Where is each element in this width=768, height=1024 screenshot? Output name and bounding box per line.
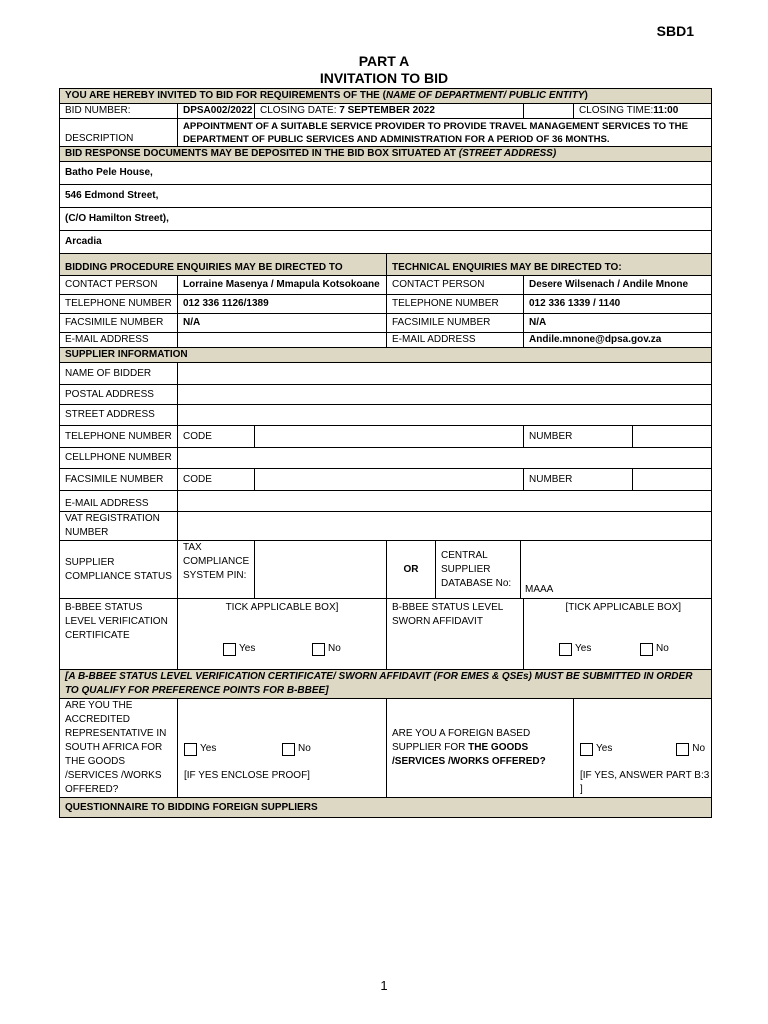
no-label: No: [656, 643, 669, 654]
yes-label: Yes: [239, 643, 256, 654]
cellphone-field[interactable]: [178, 448, 712, 469]
checkbox-icon[interactable]: [559, 643, 572, 656]
representative-question: ARE YOU THE ACCREDITED REPRESENTATIVE IN SOUTH AFRICA FOR THE GOODS /SERVICES /WORKS OFFERED?: [60, 699, 178, 798]
technical-telephone: 012 336 1339 / 1140: [524, 295, 712, 314]
telephone-label-2: TELEPHONE NUMBER: [387, 295, 524, 314]
fax-number-field[interactable]: [633, 469, 712, 491]
street-address-field[interactable]: [178, 405, 712, 426]
bbbee-affidavit-label: B-BBEE STATUS LEVEL SWORN AFFIDAVIT: [387, 599, 524, 670]
telephone-number-label: NUMBER: [524, 426, 633, 448]
certificate-yes-option[interactable]: [223, 642, 255, 656]
enquiries-header-row: [60, 254, 712, 276]
description-label: DESCRIPTION: [60, 119, 178, 147]
representative-yes-option[interactable]: [184, 742, 216, 756]
address-line-3: (C/O Hamilton Street),: [60, 208, 712, 231]
supplier-telephone-label: TELEPHONE NUMBER: [60, 426, 178, 448]
foreign-question: ARE YOU A FOREIGN BASED SUPPLIER FOR THE GOODS /SERVICES /WORKS OFFERED?: [387, 699, 574, 798]
checkbox-icon[interactable]: [676, 743, 689, 756]
technical-fax: N/A: [524, 314, 712, 333]
fax-code-field[interactable]: [255, 469, 524, 491]
contact-label: CONTACT PERSON: [60, 276, 178, 295]
telephone-number-field[interactable]: [633, 426, 712, 448]
foreign-answer-cell: [574, 699, 712, 798]
technical-contact: Desere Wilsenach / Andile Mnone: [524, 276, 712, 295]
tick-right-label: [TICK APPLICABLE BOX]: [565, 602, 682, 613]
invitation-header: YOU ARE HEREBY INVITED TO BID FOR REQUIREMENTS OF THE (NAME OF DEPARTMENT/ PUBLIC ENTITY): [60, 89, 712, 104]
address-line-4: Arcadia: [60, 231, 712, 254]
bbbee-certificate-cell: [178, 599, 387, 670]
closing-date-cell: CLOSING DATE: 7 SEPTEMBER 2022: [255, 104, 524, 119]
bbbee-row: [60, 599, 712, 670]
fax-label: FACSIMILE NUMBER: [60, 314, 178, 333]
bbbee-note-row: [60, 670, 712, 699]
checkbox-icon[interactable]: [282, 743, 295, 756]
csd-prefix: MAAA: [525, 584, 554, 595]
bidding-fax: N/A: [178, 314, 387, 333]
compliance-row: [60, 541, 712, 599]
description-value: APPOINTMENT OF A SUITABLE SERVICE PROVIDER TO PROVIDE TRAVEL MANAGEMENT SERVICES TO THE DEPARTMENT OF PUBLIC SERVICES AND ADMINISTRATION FOR A PERIOD OF 36 MONTHS.: [178, 119, 712, 147]
bidding-telephone: 012 336 1126/1389: [178, 295, 387, 314]
checkbox-icon[interactable]: [223, 643, 236, 656]
bidder-name-label: NAME OF BIDDER: [60, 363, 178, 385]
fax-number-label: NUMBER: [524, 469, 633, 491]
telephone-code-label: CODE: [178, 426, 255, 448]
affidavit-no-option[interactable]: [640, 642, 669, 656]
yes-label: Yes: [200, 743, 217, 754]
certificate-no-option[interactable]: [312, 642, 341, 656]
contact-row: [60, 276, 712, 295]
bbbee-affidavit-cell: [524, 599, 712, 670]
bidding-email: [178, 333, 387, 348]
form-code: SBD1: [656, 23, 694, 39]
bbbee-note: [A B-BBEE STATUS LEVEL VERIFICATION CERTIFICATE/ SWORN AFFIDAVIT (FOR EMES & QSEs) MUST BE SUBMITTED IN ORDER TO QUALIFY FOR PREFERENCE POINTS FOR B-BBEE]: [60, 670, 712, 699]
enclose-proof-note: [IF YES ENCLOSE PROOF]: [184, 770, 310, 781]
bidder-name-field[interactable]: [178, 363, 712, 385]
technical-enquiries-header: TECHNICAL ENQUIRIES MAY BE DIRECTED TO:: [387, 254, 712, 276]
supplier-telephone-row: [60, 426, 712, 448]
contact-label-2: CONTACT PERSON: [387, 276, 524, 295]
bidding-contact: Lorraine Masenya / Mmapula Kotsokoane: [178, 276, 387, 295]
bid-form-table: [59, 88, 712, 818]
bid-number-value: DPSA002/2022: [178, 104, 255, 119]
bid-number-label: BID NUMBER:: [60, 104, 178, 119]
technical-email: Andile.mnone@dpsa.gov.za: [524, 333, 712, 348]
postal-address-field[interactable]: [178, 385, 712, 405]
yes-label: Yes: [596, 743, 613, 754]
supplier-header-row: [60, 348, 712, 363]
blank-cell: [524, 104, 574, 119]
or-label: OR: [387, 541, 436, 598]
answer-part-b3-note: [IF YES, ANSWER PART B:3 ]: [580, 770, 710, 795]
bbbee-certificate-label: B-BBEE STATUS LEVEL VERIFICATION CERTIFICATE: [60, 599, 178, 670]
questionnaire-row: [60, 798, 712, 818]
no-label: No: [692, 743, 706, 754]
representative-answer-cell: [178, 699, 387, 798]
checkbox-icon[interactable]: [312, 643, 325, 656]
supplier-email-label: E-MAIL ADDRESS: [60, 491, 178, 512]
no-label: No: [328, 643, 341, 654]
street-address-label: STREET ADDRESS: [60, 405, 178, 426]
cellphone-label: CELLPHONE NUMBER: [60, 448, 178, 469]
telephone-row: [60, 295, 712, 314]
address-line-2: 546 Edmond Street,: [60, 185, 712, 208]
supplier-header: SUPPLIER INFORMATION: [60, 348, 712, 363]
no-label: No: [298, 743, 311, 754]
vat-label: VAT REGISTRATION NUMBER: [60, 512, 178, 541]
supplier-fax-label: FACSIMILE NUMBER: [60, 469, 178, 491]
checkbox-icon[interactable]: [640, 643, 653, 656]
part-title: PART A: [358, 53, 410, 69]
compliance-label: SUPPLIER COMPLIANCE STATUS: [60, 541, 178, 599]
invitation-row: [60, 89, 712, 104]
supplier-fax-row: [60, 469, 712, 491]
fax-label-2: FACSIMILE NUMBER: [387, 314, 524, 333]
foreign-yes-option[interactable]: [580, 742, 612, 756]
page-number: 1: [380, 978, 388, 993]
supplier-email-field[interactable]: [178, 491, 712, 512]
csd-cell: [387, 541, 712, 599]
csd-field[interactable]: [520, 541, 711, 598]
email-label-2: E-MAIL ADDRESS: [387, 333, 524, 348]
page-title: INVITATION TO BID: [319, 70, 449, 86]
description-row: [60, 119, 712, 147]
postal-address-label: POSTAL ADDRESS: [60, 385, 178, 405]
tick-left-label: TICK APPLICABLE BOX]: [225, 602, 339, 613]
representative-row: [60, 699, 712, 798]
email-row: [60, 333, 712, 348]
deposit-header: BID RESPONSE DOCUMENTS MAY BE DEPOSITED IN THE BID BOX SITUATED AT (STREET ADDRESS): [60, 147, 712, 162]
representative-no-option[interactable]: [282, 742, 311, 756]
deposit-header-row: [60, 147, 712, 162]
csd-label: CENTRAL SUPPLIER DATABASE No:: [441, 549, 512, 589]
yes-label: Yes: [575, 643, 592, 654]
checkbox-icon[interactable]: [184, 743, 197, 756]
fax-code-label: CODE: [178, 469, 255, 491]
address-line-1: Batho Pele House,: [60, 162, 712, 185]
bid-number-row: [60, 104, 712, 119]
bidding-enquiries-header: BIDDING PROCEDURE ENQUIRIES MAY BE DIRECTED TO: [60, 254, 387, 276]
vat-field[interactable]: [178, 512, 712, 541]
fax-row: [60, 314, 712, 333]
questionnaire-header: QUESTIONNAIRE TO BIDDING FOREIGN SUPPLIERS: [60, 798, 712, 818]
foreign-no-option[interactable]: [676, 742, 705, 756]
checkbox-icon[interactable]: [580, 743, 593, 756]
tax-pin-field[interactable]: [255, 541, 387, 599]
closing-time-cell: CLOSING TIME:11:00: [574, 104, 712, 119]
tax-pin-label: TAX COMPLIANCE SYSTEM PIN:: [178, 541, 255, 599]
telephone-label: TELEPHONE NUMBER: [60, 295, 178, 314]
email-label: E-MAIL ADDRESS: [60, 333, 178, 348]
affidavit-yes-option[interactable]: [559, 642, 591, 656]
telephone-code-field[interactable]: [255, 426, 524, 448]
